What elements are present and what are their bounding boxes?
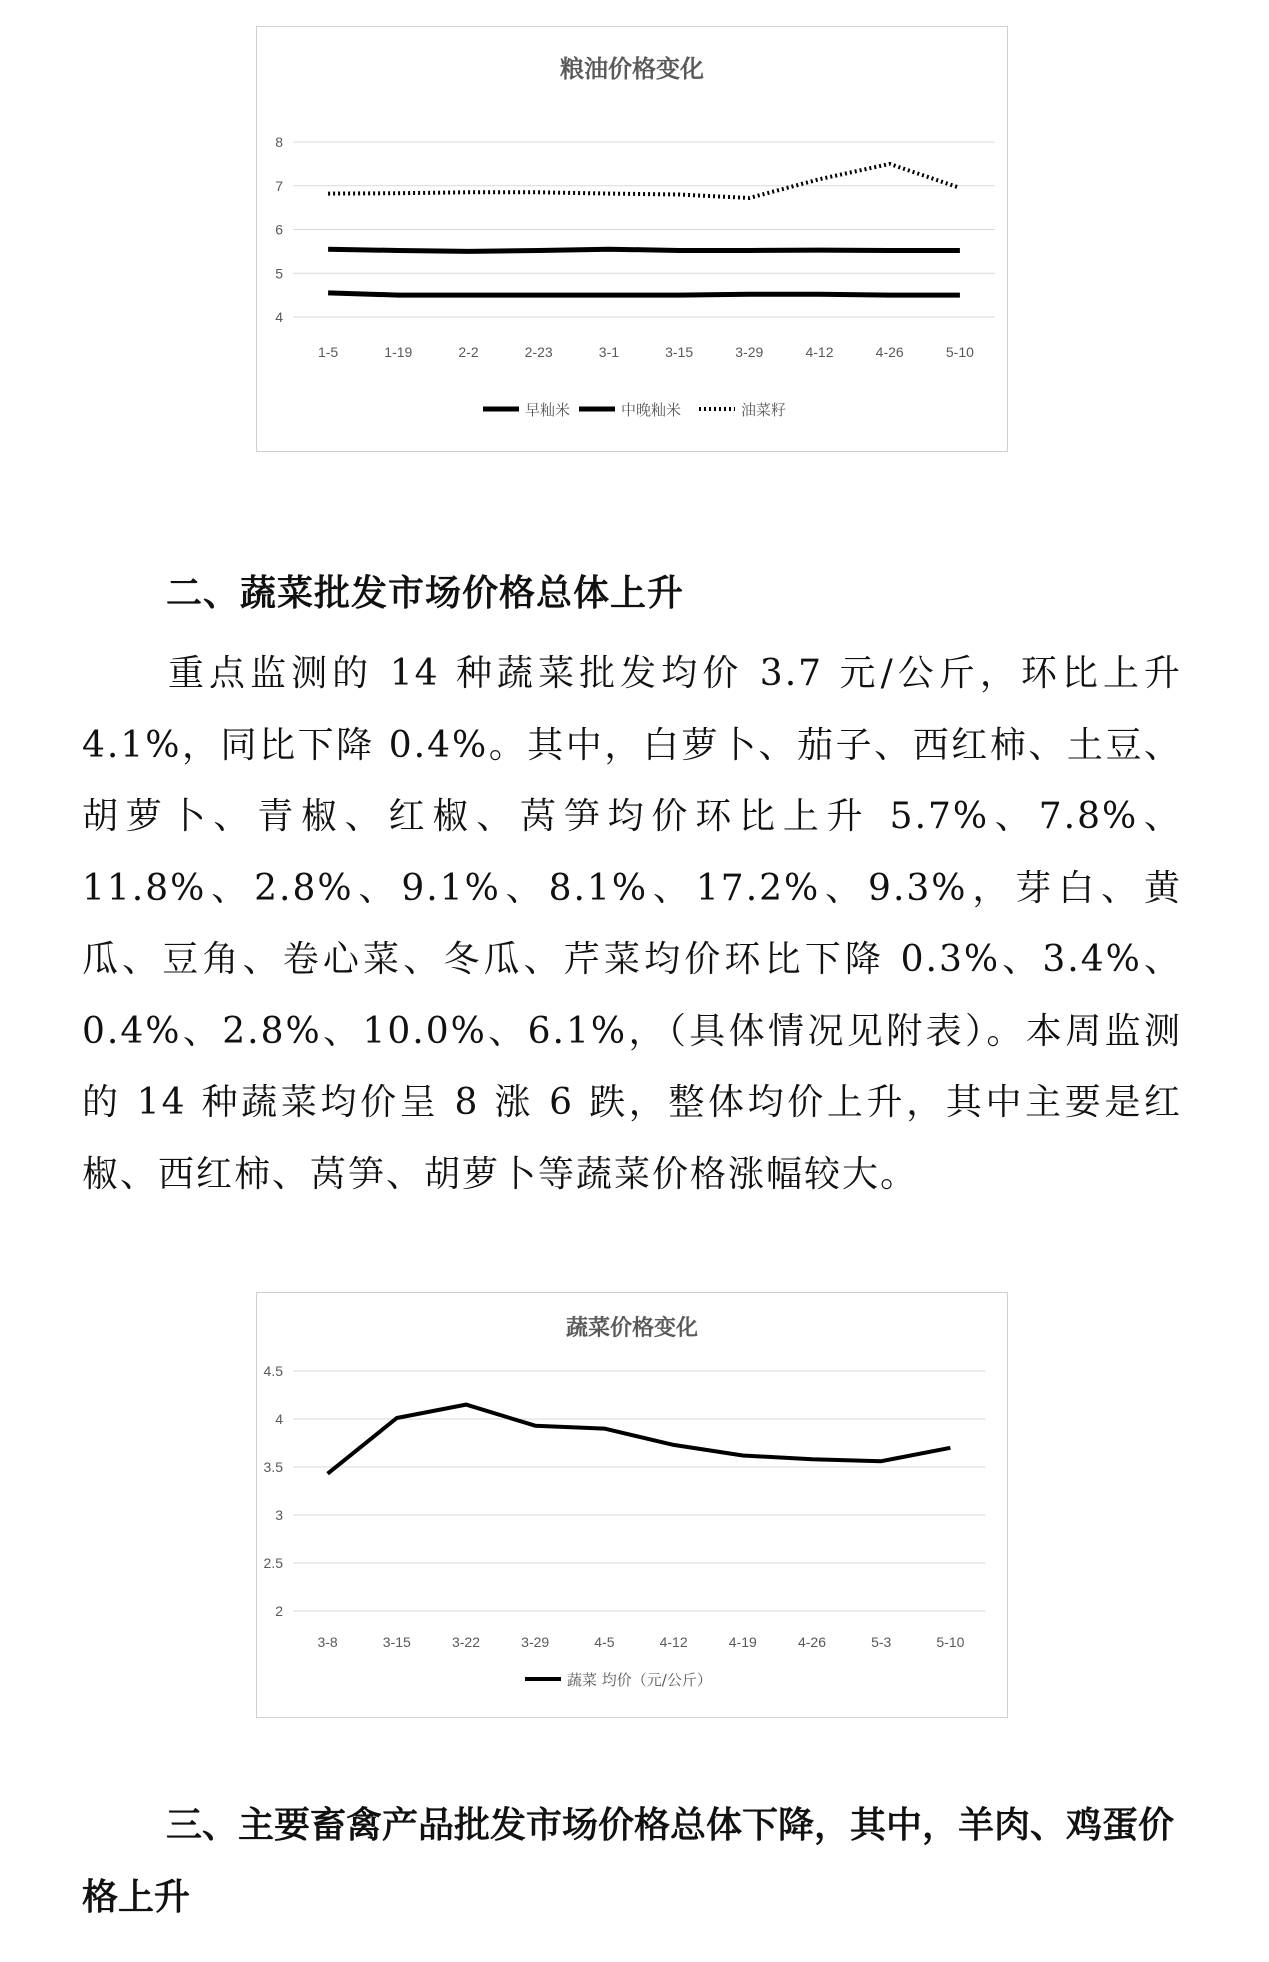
section2-heading: 二、蔬菜批发市场价格总体上升 [166,573,685,614]
x-tick-label: 3-15 [382,1634,411,1650]
x-tick-label: 2-23 [524,344,553,360]
series-line-2 [328,164,960,198]
x-tick-label: 3-8 [317,1634,338,1650]
y-tick-label: 2 [275,1603,283,1619]
y-tick-label: 2.5 [263,1555,283,1571]
x-tick-label: 1-5 [317,344,339,360]
section2-paragraph: 重点监测的 14 种蔬菜批发均价 3.7 元/公斤，环比上升 4.1%，同比下降 0.4%。其中，白萝卜、茄子、西红柿、土豆、胡萝卜、青椒、红椒、莴笋均价环比上升 5.7%、7.8%、11.8%、2.8%、9.1%、8.1%、17.2%、9.3%，芽白、黄瓜、豆角、卷心菜、冬瓜、芹菜均价环比下降 0.3%、3.4%、0.4%、2.8%、10.0%、6.1%，（具体情况见附表）。本周监测的 14 种蔬菜均价呈 8 涨 6 跌，整体均价上升，其中主要是红椒、西红柿、莴笋、胡萝卜等蔬菜价格涨幅较大。 [82,653,1182,1195]
x-tick-label: 4-26 [797,1634,827,1650]
vegetable-price-chart [256,1292,1008,1718]
chart-title: 蔬菜价格变化 [565,1316,699,1341]
grain-oil-chart [256,26,1008,452]
y-tick-label: 4 [275,309,283,325]
section3-heading: 三、主要畜禽产品批发市场价格总体下降，其中，羊肉、鸡蛋价格上升 [82,1805,1175,1918]
x-tick-label: 3-1 [598,344,620,360]
series-line-0 [328,293,960,295]
x-tick-label: 3-15 [665,344,694,360]
x-tick-label: 4-5 [594,1634,615,1650]
y-tick-label: 4 [275,1411,283,1427]
legend-label: 中晚籼米 [621,401,682,419]
y-tick-label: 7 [275,177,283,194]
vegetable-price-chart-svg [257,1293,1007,1717]
y-tick-label: 3 [275,1507,283,1523]
x-tick-label: 4-26 [875,344,904,360]
legend-label: 油菜籽 [741,401,787,419]
x-tick-label: 5-3 [871,1634,892,1650]
grain-oil-chart-svg [257,27,1007,451]
y-tick-label: 4.5 [263,1363,283,1379]
x-tick-label: 1-19 [384,344,413,360]
y-tick-label: 8 [275,134,283,150]
x-tick-label: 5-10 [945,344,974,360]
series-line-0 [328,1405,951,1474]
x-tick-label: 4-12 [805,344,834,360]
y-tick-label: 3.5 [263,1459,283,1475]
y-tick-label: 5 [275,265,283,282]
x-tick-label: 3-22 [451,1634,481,1650]
x-tick-label: 4-12 [659,1634,688,1650]
x-tick-label: 4-19 [728,1634,757,1650]
x-tick-label: 3-29 [521,1634,550,1650]
legend-label: 蔬菜 均价（元/公斤） [567,1671,712,1689]
y-tick-label: 6 [275,221,283,238]
x-tick-label: 2-2 [458,344,479,360]
legend-label: 早籼米 [525,401,571,419]
x-tick-label: 5-10 [936,1634,965,1650]
series-line-1 [328,249,960,251]
x-tick-label: 3-29 [735,344,764,360]
chart-title: 粮油价格变化 [560,55,704,83]
